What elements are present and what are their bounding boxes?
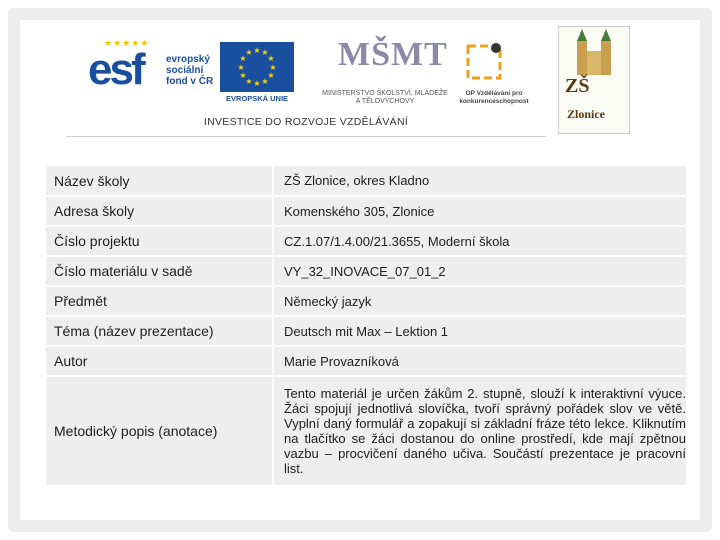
- row-value-description: Tento materiál je určen žákům 2. stupně, slouží k interaktivní výuce. Žáci spojují jednotlivá slovíčka, tvoří správný pořádek slov ve větě. Vyplní daný formulář a zopakují si základní fráze této lekce. Kliknutím na tlačítko se žáci dostanou do online prostředí, kde mají zpětnou vazbu – procvičení daného učiva. Součástí prezentace je pracovní list.: [273, 376, 686, 486]
- crest-name: Zlonice: [567, 107, 605, 121]
- row-value: CZ.1.07/1.4.00/21.3655, Moderní škola: [273, 226, 686, 256]
- svg-text:★: ★: [239, 54, 247, 63]
- esf-text-line: fond v ČR: [166, 76, 214, 87]
- esf-text-line: sociální: [166, 65, 204, 76]
- svg-text:★: ★: [237, 63, 245, 72]
- school-crest-logo: [558, 26, 630, 134]
- stars-icon: ★★★★★: [104, 38, 150, 48]
- eu-flag-icon: [220, 42, 294, 92]
- logo-banner: [66, 30, 546, 137]
- row-label: Název školy: [46, 166, 273, 196]
- investice-caption: INVESTICE DO ROZVOJE VZDĚLÁVÁNÍ: [203, 116, 409, 128]
- table-row: [46, 256, 686, 286]
- svg-text:★: ★: [267, 71, 275, 80]
- row-label: Autor: [46, 346, 273, 376]
- esf-mark: esf: [88, 45, 143, 94]
- row-label: Metodický popis (anotace): [46, 376, 273, 486]
- table-row: [46, 316, 686, 346]
- church-icon: [559, 27, 629, 77]
- table-row: [46, 166, 686, 196]
- slide: [20, 20, 700, 520]
- row-label: Číslo materiálu v sadě: [46, 256, 273, 286]
- esf-text-line: evropský: [166, 54, 210, 65]
- row-value: Marie Provazníková: [273, 346, 686, 376]
- svg-text:★: ★: [261, 77, 269, 86]
- row-value: ZŠ Zlonice, okres Kladno: [273, 166, 686, 196]
- crest-mark: ZŠ: [565, 75, 590, 97]
- row-label: Číslo projektu: [46, 226, 273, 256]
- row-label: Téma (název prezentace): [46, 316, 273, 346]
- table-row: [46, 286, 686, 316]
- row-value: VY_32_INOVACE_07_01_2: [273, 256, 686, 286]
- eu-logo: [220, 42, 296, 112]
- msmt-mark: MŠMT: [338, 36, 448, 73]
- row-label: Adresa školy: [46, 196, 273, 226]
- row-value: Deutsch mit Max – Lektion 1: [273, 316, 686, 346]
- op-caption: OP Vzdělávání pro konkurenceschopnost: [459, 90, 529, 105]
- table-row: [46, 226, 686, 256]
- row-value: Německý jazyk: [273, 286, 686, 316]
- svg-text:★: ★: [253, 46, 261, 55]
- op-mark-icon: [460, 40, 508, 84]
- svg-text:★: ★: [245, 48, 253, 57]
- svg-text:★: ★: [253, 79, 261, 88]
- row-label: Předmět: [46, 286, 273, 316]
- svg-text:★: ★: [245, 77, 253, 86]
- table-row: [46, 376, 686, 486]
- table-row: [46, 346, 686, 376]
- svg-text:★: ★: [269, 63, 277, 72]
- svg-text:★: ★: [267, 54, 275, 63]
- eu-caption: EVROPSKÁ UNIE: [225, 94, 289, 103]
- msmt-caption: MINISTERSTVO ŠKOLSTVÍ, MLÁDEŽE A TĚLOVÝCHOVY: [322, 90, 448, 105]
- row-value: Komenského 305, Zlonice: [273, 196, 686, 226]
- school-info-table: [46, 166, 686, 487]
- svg-text:★: ★: [261, 48, 269, 57]
- msmt-logo: [320, 36, 448, 110]
- table-row: [46, 196, 686, 226]
- op-logo: [444, 40, 544, 110]
- svg-text:★: ★: [239, 71, 247, 80]
